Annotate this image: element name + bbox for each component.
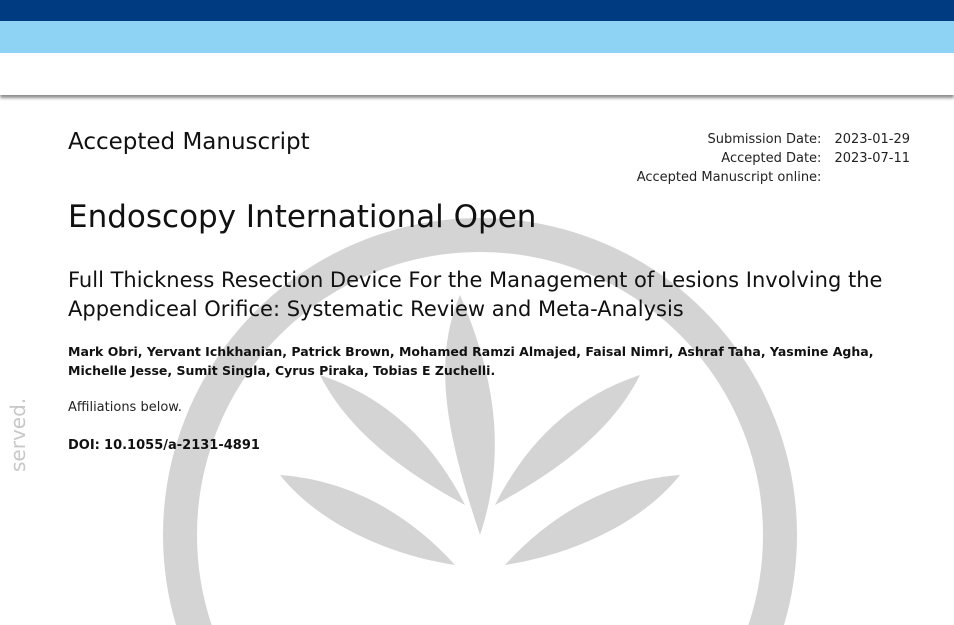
accepted-manuscript-label: Accepted Manuscript xyxy=(68,129,310,155)
date-label: Submission Date: xyxy=(707,132,822,147)
date-value: 2023-01-29 xyxy=(834,132,910,147)
rights-reserved-side-text: served. xyxy=(6,397,30,472)
accepted-date-row xyxy=(637,151,910,170)
author-list: Mark Obri, Yervant Ichkhanian, Patrick Brown, Mohamed Ramzi Almajed, Faisal Nimri, Ashraf Taha, Yasmine Agha, Michelle Jesse, Sumit Singla, Cyrus Piraka, Tobias E Zuchelli. xyxy=(68,344,874,378)
dates-block xyxy=(637,132,910,189)
article-title: Full Thickness Resection Device For the Management of Lesions Involving the Appendiceal Orifice: Systematic Review and Meta-Analysis xyxy=(68,268,883,321)
doi-value[interactable]: 10.1055/a-2131-4891 xyxy=(104,438,260,453)
affiliations-note: Affiliations below. xyxy=(68,400,182,415)
date-value: 2023-07-11 xyxy=(834,151,910,166)
doi-line xyxy=(68,438,260,453)
submission-date-row xyxy=(637,132,910,151)
date-value xyxy=(834,170,910,189)
doi-label: DOI: xyxy=(68,438,100,453)
date-label: Accepted Manuscript online: xyxy=(636,170,822,185)
date-label: Accepted Date: xyxy=(721,151,822,166)
journal-name: Endoscopy International Open xyxy=(68,199,537,235)
online-date-row xyxy=(637,170,910,189)
